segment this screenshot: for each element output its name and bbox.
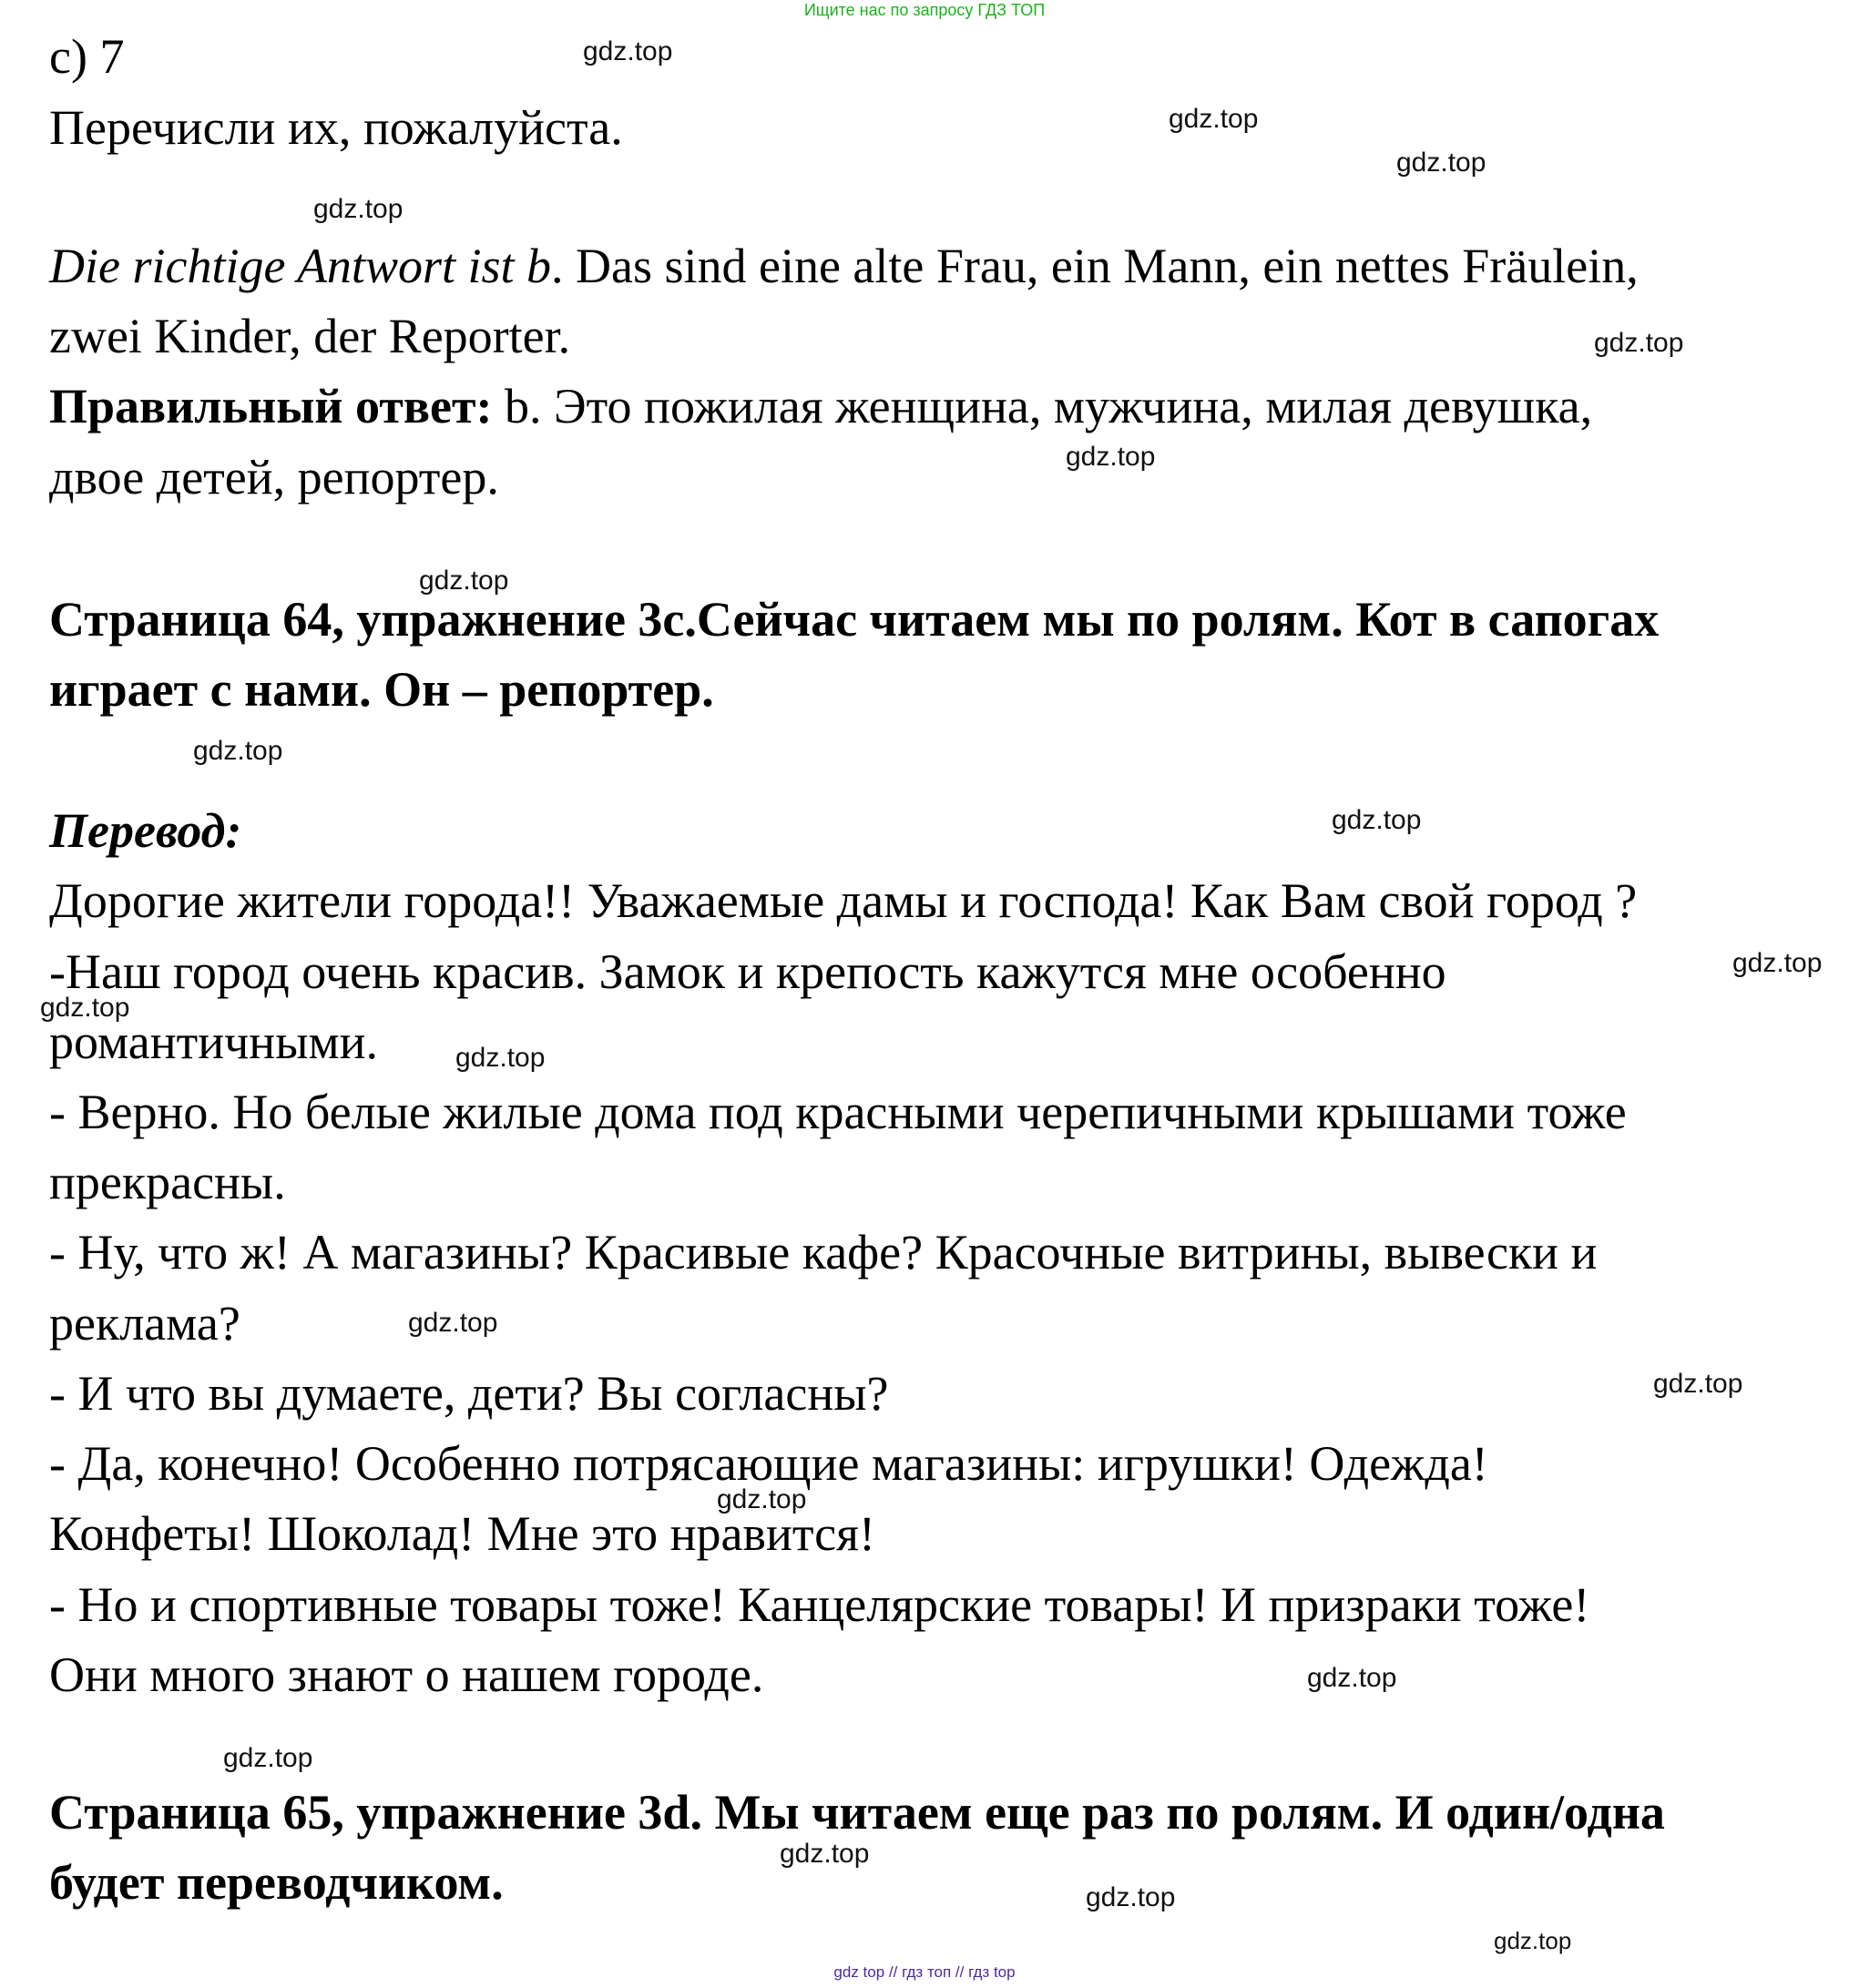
german-answer-rest: . Das sind eine alte Frau, ein Mann, ein nettes Fräulein, — [551, 239, 1639, 293]
watermark: gdz.top — [1169, 104, 1259, 134]
watermark: gdz.top — [1732, 948, 1823, 978]
translation-line-12: Они много знают о нашем городе. — [49, 1647, 764, 1702]
watermark: gdz.top — [313, 194, 404, 224]
watermark: gdz.top — [1494, 1927, 1572, 1954]
translation-line-1: Дорогие жители города!! Уважаемые дамы и господа! Как Вам свой город ? — [49, 873, 1638, 928]
watermark: gdz.top — [223, 1743, 313, 1773]
russian-answer-rest: b. Это пожилая женщина, мужчина, милая девушка, — [492, 379, 1593, 433]
watermark: gdz.top — [1332, 805, 1422, 835]
russian-answer-line-1 — [49, 377, 1592, 435]
watermark: gdz.top — [1086, 1882, 1176, 1912]
translation-line-4: - Верно. Но белые жилые дома под красными черепичными крышами тоже — [49, 1085, 1627, 1139]
watermark: gdz.top — [780, 1839, 870, 1869]
translation-line-10: Конфеты! Шоколад! Мне это нравится! — [49, 1506, 875, 1561]
heading-page-65-line-2: будет переводчиком. — [49, 1855, 504, 1910]
russian-answer-line-2: двое детей, репортер. — [49, 450, 499, 505]
german-answer-line-1 — [49, 237, 1639, 295]
watermark: gdz.top — [408, 1308, 498, 1338]
watermark: gdz.top — [1066, 442, 1156, 472]
watermark: gdz.top — [583, 36, 673, 66]
question-text: Перечисли их, пожалуйста. — [49, 100, 623, 155]
watermark: gdz.top — [193, 736, 283, 766]
search-banner: Ищите нас по запросу ГДЗ ТОП — [803, 1, 1046, 19]
translation-line-6: - Ну, что ж! А магазины? Красивые кафе? Красочные витрины, вывески и — [49, 1225, 1598, 1279]
watermark: gdz.top — [1594, 328, 1684, 358]
watermark: gdz.top — [1396, 148, 1486, 178]
watermark: gdz.top — [419, 566, 509, 596]
heading-page-64-line-2: играет с нами. Он – репортер. — [49, 662, 714, 717]
translation-label: Перевод: — [49, 803, 242, 858]
answer-label: Правильный ответ: — [49, 379, 493, 433]
footer-watermark: gdz top // гдз топ // гдз top — [833, 1963, 1016, 1981]
watermark: gdz.top — [455, 1043, 546, 1073]
translation-line-7: реклама? — [49, 1296, 240, 1351]
watermark: gdz.top — [717, 1484, 807, 1514]
german-answer-italic: Die richtige Antwort ist b — [49, 239, 551, 293]
translation-line-9: - Да, конечно! Особенно потрясающие магазины: игрушки! Одежда! — [49, 1436, 1488, 1491]
watermark: gdz.top — [40, 993, 130, 1023]
translation-line-8: - И что вы думаете, дети? Вы согласны? — [49, 1366, 889, 1421]
translation-line-3: романтичными. — [49, 1014, 379, 1069]
answer-option-c: c) 7 — [49, 29, 125, 84]
watermark: gdz.top — [1653, 1369, 1743, 1399]
heading-page-65-line-1: Страница 65, упражнение 3d. Мы читаем еще раз по ролям. И один/одна — [49, 1785, 1665, 1840]
heading-page-64-line-1: Страница 64, упражнение 3с.Сейчас читаем мы по ролям. Кот в сапогах — [49, 592, 1660, 647]
translation-line-2: -Наш город очень красив. Замок и крепость кажутся мне особенно — [49, 944, 1446, 999]
translation-line-5: прекрасны. — [49, 1155, 286, 1209]
translation-line-11: - Но и спортивные товары тоже! Канцелярские товары! И призраки тоже! — [49, 1577, 1590, 1632]
watermark: gdz.top — [1307, 1663, 1397, 1693]
german-answer-line-2: zwei Kinder, der Reporter. — [49, 309, 571, 363]
